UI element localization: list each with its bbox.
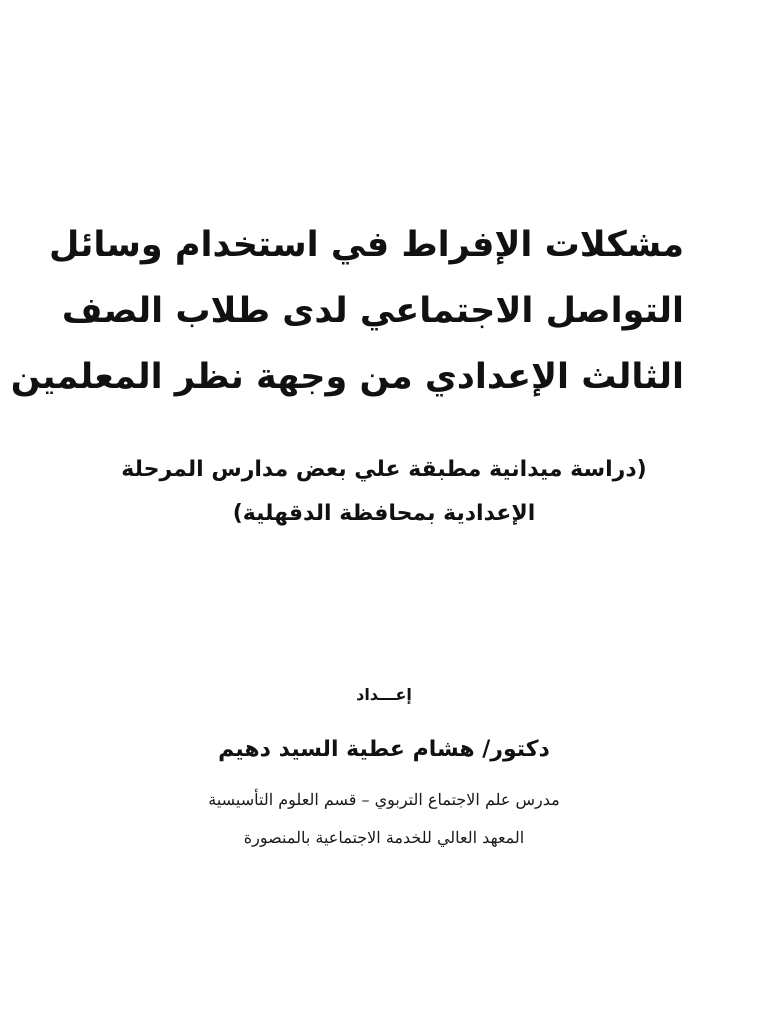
document-title: [10, 212, 684, 410]
subtitle-line-2: الإعدادية بمحافظة الدقهلية): [232, 501, 536, 526]
prepared-by-label: إعـــداد: [356, 685, 412, 704]
author-institution: المعهد العالي للخدمة الاجتماعية بالمنصورة: [243, 828, 525, 847]
author-position: مدرس علم الاجتماع التربوي – قسم العلوم التأسيسية: [208, 790, 560, 809]
subtitle-line-1: (دراسة ميدانية مطبقة علي بعض مدارس المرحلة: [121, 457, 647, 482]
title-line-1: مشكلات الإفراط في استخدام وسائل: [48, 225, 684, 265]
document-subtitle: [84, 448, 684, 536]
title-line-2: التواصل الاجتماعي لدى طلاب الصف: [61, 291, 684, 331]
author-name: دكتور/ هشام عطية السيد دهيم: [218, 737, 550, 762]
title-line-3: الثالث الإعدادي من وجهة نظر المعلمين: [10, 357, 684, 397]
